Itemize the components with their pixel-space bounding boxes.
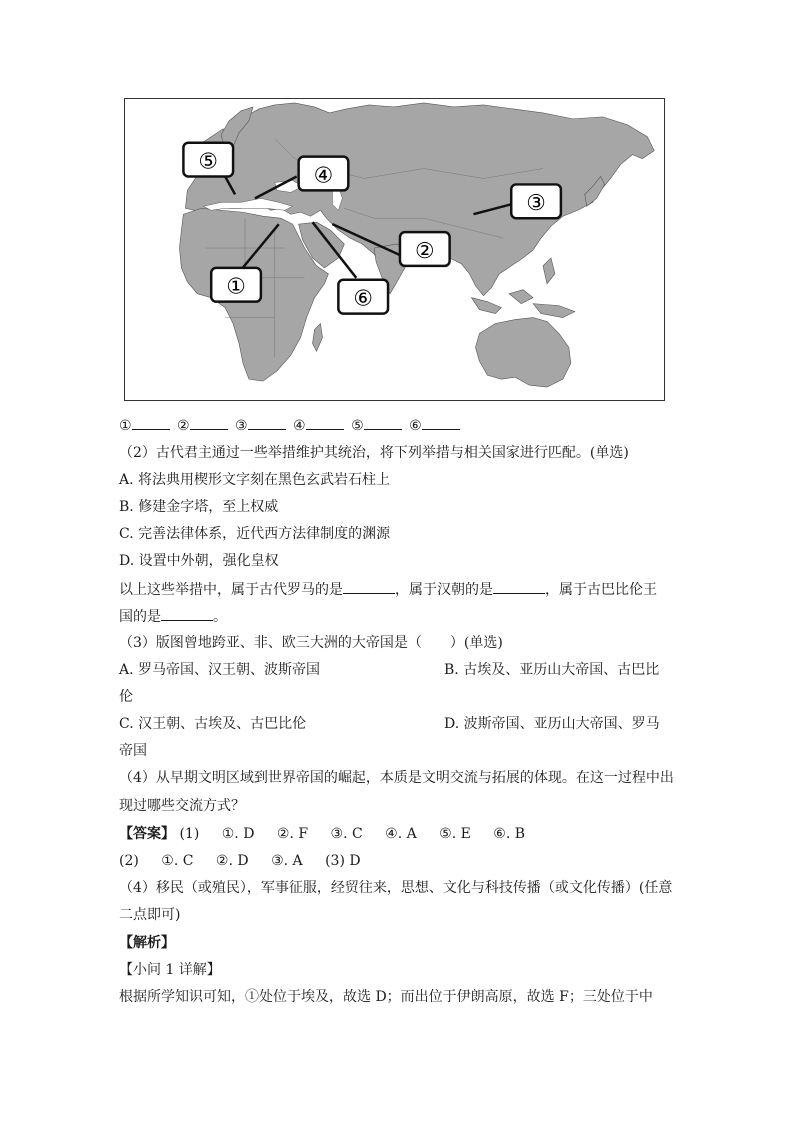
blanks-row: [119, 415, 463, 436]
q2-blank-babylon[interactable]: [161, 606, 213, 621]
blank-label-2: ②: [177, 418, 190, 434]
analysis-subheading: 【小问 1 详解】: [119, 962, 221, 978]
blank-3[interactable]: [248, 415, 286, 430]
world-map: [124, 98, 665, 401]
blank-4[interactable]: [306, 415, 344, 430]
answer-3: (3) D: [325, 853, 361, 869]
answer-1-3: ③. C: [330, 826, 363, 842]
answer-4-line-1: （4）移民（或殖民），军事征服，经贸往来，思想、文化与科技传播（或文化传播）(任意: [119, 880, 673, 896]
blank-1[interactable]: [132, 415, 170, 430]
answer-1-4: ④. A: [385, 826, 417, 842]
answer-1-part: (1): [179, 826, 200, 842]
answer-4-line-2: 二点即可): [119, 907, 181, 923]
q2-option-b: B. 修建金字塔，至上权威: [119, 499, 279, 515]
analysis-text: 根据所学知识可知，①处位于埃及，故选 D；而出位于伊朗高原，故选 F；三处位于中: [119, 989, 653, 1005]
q3-prompt: （3）版图曾地跨亚、非、欧三大洲的大帝国是（ ）(单选): [119, 635, 503, 651]
q2-option-a: A. 将法典用楔形文字刻在黑色玄武岩石柱上: [119, 472, 391, 488]
q2-fill-line-2: [119, 606, 227, 627]
q2-fill-text-4: 国的是: [119, 609, 161, 625]
blank-label-4: ④: [293, 418, 306, 434]
callout-1-label: ①: [226, 274, 246, 300]
q2-fill-text-5: 。: [213, 609, 227, 625]
answer-row-2: [119, 851, 379, 871]
analysis-tag: 【解析】: [119, 935, 175, 951]
q2-fill-line: [119, 579, 657, 600]
answer-2-part: (2): [119, 853, 139, 869]
q2-option-d: D. 设置中外朝，强化皇权: [119, 553, 279, 569]
q2-fill-text-3: ，属于古巴比伦王: [545, 582, 657, 598]
blank-label-1: ①: [119, 418, 132, 434]
callout-6-label: ⑥: [353, 286, 374, 312]
q3-option-c: C. 汉王朝、古埃及、古巴比伦: [119, 716, 307, 732]
map-svg: [125, 99, 664, 400]
q2-fill-text-1: 以上这些举措中，属于古代罗马的是: [119, 582, 343, 598]
q3-option-d-cont: 帝国: [119, 743, 147, 759]
q3-option-a: A. 罗马帝国、汉王朝、波斯帝国: [119, 662, 321, 678]
q3-option-b-cont: 伦: [119, 689, 133, 705]
answer-1-6: ⑥. B: [493, 826, 526, 842]
answer-2-2: ②. D: [215, 853, 249, 869]
callout-5-label: ⑤: [198, 149, 219, 175]
answer-1-1: ①. D: [221, 826, 255, 842]
blank-5[interactable]: [364, 415, 402, 430]
q2-option-c: C. 完善法律体系，近代西方法律制度的渊源: [119, 526, 391, 542]
answer-2-1: ①. C: [161, 853, 194, 869]
answer-1-5: ⑤. E: [439, 826, 471, 842]
blank-6[interactable]: [422, 415, 460, 430]
blank-label-5: ⑤: [351, 418, 364, 434]
answer-tag: 【答案】: [119, 826, 175, 842]
q2-prompt: （2）古代君主通过一些举措维护其统治，将下列举措与相关国家进行匹配。(单选): [119, 445, 629, 461]
answer-1-2: ②. F: [276, 826, 309, 842]
answer-row-1: [119, 824, 543, 844]
answer-2-3: ③. A: [271, 853, 303, 869]
callout-2-label: ②: [415, 238, 435, 264]
q4-line-2: 现过哪些交流方式？: [119, 798, 245, 814]
q3-option-b: B. 古埃及、亚历山大帝国、古巴比: [444, 662, 660, 678]
callout-3-label: ③: [526, 191, 546, 217]
blank-2[interactable]: [190, 415, 228, 430]
q2-fill-text-2: ，属于汉朝的是: [395, 582, 493, 598]
callout-4-label: ④: [313, 163, 334, 189]
q2-blank-rome[interactable]: [343, 579, 395, 594]
blank-label-3: ③: [235, 418, 248, 434]
blank-label-6: ⑥: [409, 418, 422, 434]
q2-blank-han[interactable]: [493, 579, 545, 594]
q4-line-1: （4）从早期文明区域到世界帝国的崛起，本质是文明交流与拓展的体现。在这一过程中出: [119, 770, 674, 786]
q3-option-d: D. 波斯帝国、亚历山大帝国、罗马: [444, 716, 660, 732]
